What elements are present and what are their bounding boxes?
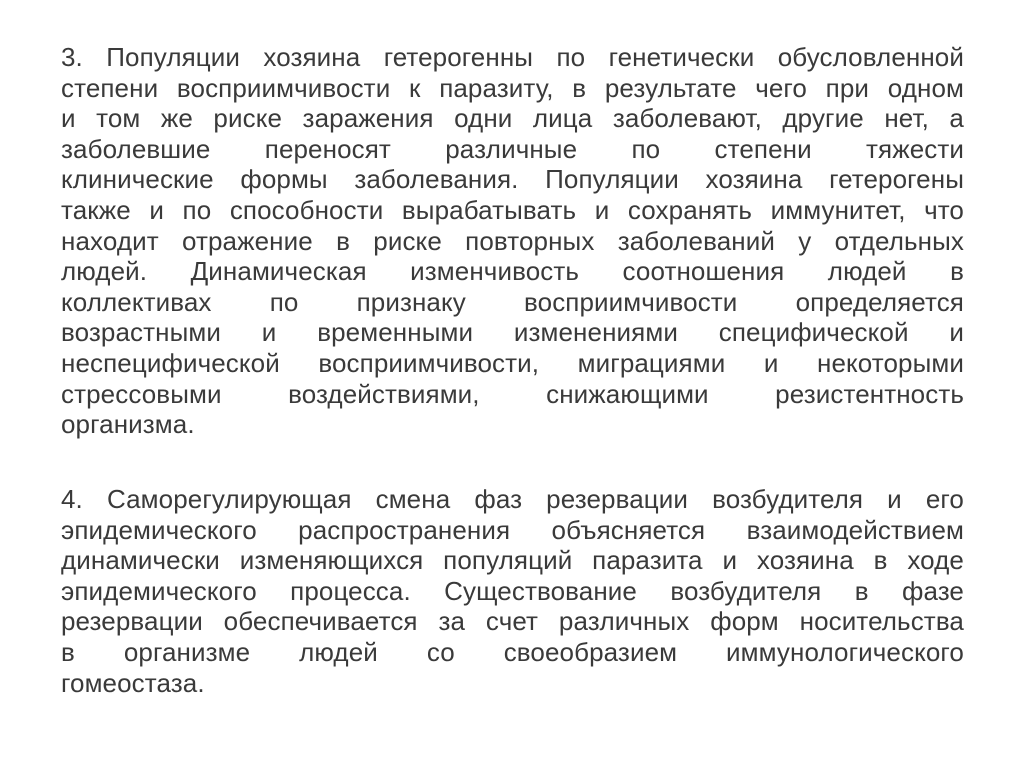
- text-line: динамически изменяющихся популяций паразита и хозяина в ходе: [61, 545, 964, 576]
- text-line: находит отражение в риске повторных заболеваний у отдельных: [61, 225, 964, 256]
- text-line: заболевшие переносят различные по степени тяжести: [61, 133, 964, 164]
- text-line: также и по способности вырабатывать и сохранять иммунитет, что: [61, 194, 964, 225]
- text-line: людей. Динамическая изменчивость соотношения людей в: [61, 256, 964, 287]
- text-line: и том же риске заражения одни лица заболевают, другие нет, а: [61, 103, 964, 134]
- text-line: возрастными и временными изменениями специфической и: [61, 317, 964, 348]
- text-line: неспецифической восприимчивости, миграциями и некоторыми: [61, 347, 964, 378]
- text-line: эпидемического распространения объясняется взаимодействием: [61, 514, 964, 545]
- paragraph-3: [61, 42, 964, 440]
- text-line: 3. Популяции хозяина гетерогенны по генетически обусловленной: [61, 42, 964, 72]
- text-line: эпидемического процесса. Существование возбудителя в фазе: [61, 575, 964, 606]
- text-line: клинические формы заболевания. Популяции хозяина гетерогены: [61, 164, 964, 195]
- text-line: организма.: [61, 409, 195, 440]
- text-line: резервации обеспечивается за счет различных форм носительства: [61, 606, 964, 637]
- text-line: степени восприимчивости к паразиту, в результате чего при одном: [61, 72, 964, 103]
- text-line: коллективах по признаку восприимчивости определяется: [61, 286, 964, 317]
- paragraph-4: [61, 484, 964, 698]
- text-line: 4. Саморегулирующая смена фаз резервации возбудителя и его: [61, 484, 964, 514]
- text-line: стрессовыми воздействиями, снижающими резистентность: [61, 378, 964, 409]
- text-line: в организме людей со своеобразием иммунологического: [61, 636, 964, 667]
- text-line: гомеостаза.: [61, 667, 205, 698]
